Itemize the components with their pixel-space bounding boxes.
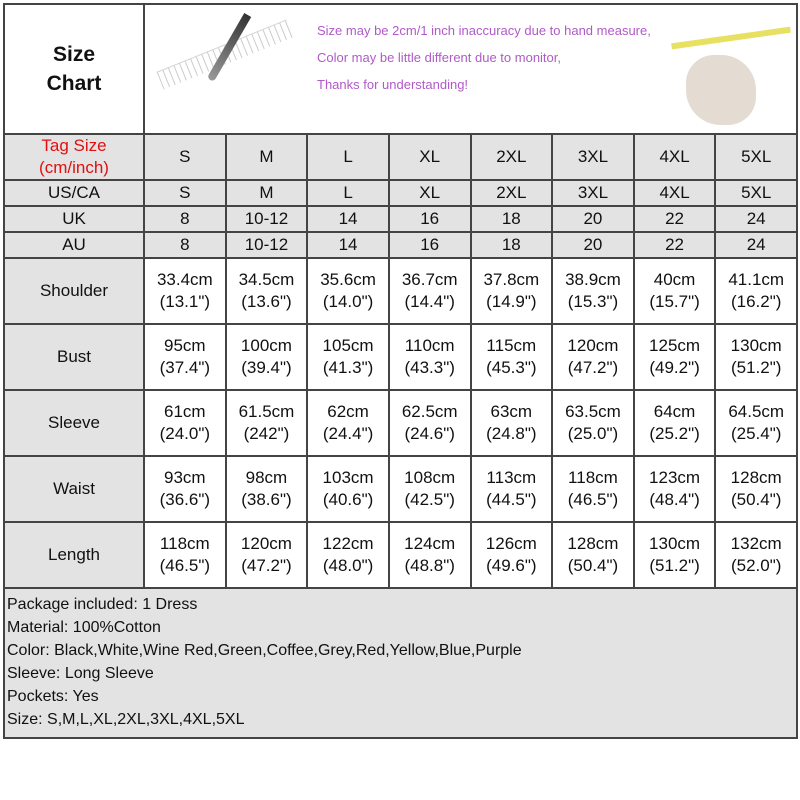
cm-value: 41.1cm xyxy=(728,270,785,289)
size-cell: 22 xyxy=(634,206,716,232)
measurement-cell xyxy=(389,390,471,456)
inch-value: (24.4") xyxy=(322,424,374,443)
size-cell: 4XL xyxy=(634,180,716,206)
cm-value: 37.8cm xyxy=(483,270,540,289)
cm-value: 63.5cm xyxy=(565,402,621,421)
inch-value: (15.7") xyxy=(649,292,700,311)
cm-value: 63cm xyxy=(490,402,533,421)
measurement-cell xyxy=(389,456,471,522)
measurement-cell xyxy=(471,456,553,522)
inch-value: (24.6") xyxy=(404,424,455,443)
cm-value: 110cm xyxy=(404,336,455,355)
cm-value: 98cm xyxy=(245,468,288,487)
detail-line: Material: 100%Cotton xyxy=(7,619,161,636)
size-row xyxy=(4,232,797,258)
measurement-label: Length xyxy=(4,522,144,588)
cm-value: 40cm xyxy=(653,270,696,289)
inch-value: (13.6") xyxy=(241,292,292,311)
tag-size-cell: M xyxy=(226,134,308,180)
banner-row xyxy=(4,4,797,134)
inch-value: (44.5") xyxy=(486,490,537,509)
measurement-row xyxy=(4,390,797,456)
measurement-cell xyxy=(634,324,716,390)
detail-line: Sleeve: Long Sleeve xyxy=(7,665,154,682)
inch-value: (14.4") xyxy=(404,292,455,311)
cm-value: 35.6cm xyxy=(320,270,376,289)
row-label: AU xyxy=(4,232,144,258)
measurement-cell xyxy=(226,258,308,324)
cm-value: 108cm xyxy=(404,468,456,487)
size-cell: 5XL xyxy=(715,180,797,206)
size-chart-table xyxy=(3,3,798,739)
detail-line: Color: Black,White,Wine Red,Green,Coffee,Grey,Red,Yellow,Blue,Purple xyxy=(7,642,522,659)
tag-size-cell: 2XL xyxy=(471,134,553,180)
measurement-row xyxy=(4,258,797,324)
size-cell: 22 xyxy=(634,232,716,258)
inch-value: (14.9") xyxy=(486,292,537,311)
size-cell: XL xyxy=(389,180,471,206)
cm-value: 132cm xyxy=(730,534,782,553)
measurement-label: Sleeve xyxy=(4,390,144,456)
cm-value: 36.7cm xyxy=(401,270,458,289)
measurement-cell xyxy=(307,522,389,588)
label-line: (cm/inch) xyxy=(39,158,109,177)
size-cell: 10-12 xyxy=(226,206,308,232)
inch-value: (37.4") xyxy=(159,358,211,377)
row-label: US/CA xyxy=(4,180,144,206)
measurement-cell xyxy=(634,522,716,588)
size-cell: 18 xyxy=(471,206,553,232)
cm-value: 118cm xyxy=(568,468,618,487)
tag-size-cell: 3XL xyxy=(552,134,634,180)
cm-value: 95cm xyxy=(164,336,206,355)
product-details xyxy=(4,588,797,738)
size-cell: 8 xyxy=(144,232,226,258)
cm-value: 120cm xyxy=(240,534,292,553)
measurement-cell xyxy=(144,456,226,522)
banner xyxy=(144,4,797,134)
inch-value: (50.4") xyxy=(730,490,782,509)
measurement-cell xyxy=(471,324,553,390)
inch-value: (15.3") xyxy=(567,292,619,311)
measurement-cell xyxy=(552,258,634,324)
note: Color may be little different due to monitor, xyxy=(317,50,561,65)
inch-value: (46.5") xyxy=(567,490,619,509)
inch-value: (25.0") xyxy=(567,424,619,443)
size-cell: 16 xyxy=(389,232,471,258)
measurement-cell xyxy=(144,522,226,588)
inch-value: (39.4") xyxy=(241,358,292,377)
title-line: Size xyxy=(52,43,96,66)
measurement-cell xyxy=(471,522,553,588)
measurement-cell xyxy=(226,324,308,390)
cm-value: 113cm xyxy=(486,468,537,487)
measurement-cell xyxy=(715,258,797,324)
inch-value: (40.6") xyxy=(322,490,374,509)
inch-value: (52.0") xyxy=(730,556,782,575)
cm-value: 93cm xyxy=(164,468,206,487)
measurement-cell xyxy=(471,390,553,456)
cm-value: 64cm xyxy=(653,402,696,421)
inch-value: (51.2") xyxy=(649,556,700,575)
measurement-row xyxy=(4,522,797,588)
size-cell: 20 xyxy=(552,206,634,232)
cm-value: 33.4cm xyxy=(156,270,213,289)
size-cell: 20 xyxy=(552,232,634,258)
cm-value: 128cm xyxy=(567,534,619,553)
cm-value: 128cm xyxy=(730,468,782,487)
tag-size-cell: S xyxy=(144,134,226,180)
measurement-cell xyxy=(715,390,797,456)
hand-icon xyxy=(686,55,756,125)
size-cell: L xyxy=(307,180,389,206)
measurement-cell xyxy=(552,324,634,390)
inch-value: (47.2") xyxy=(567,358,619,377)
measurement-cell xyxy=(226,522,308,588)
tag-size-row xyxy=(4,134,797,180)
measurement-cell xyxy=(471,258,553,324)
cm-value: 34.5cm xyxy=(238,270,295,289)
measurement-cell xyxy=(389,258,471,324)
inch-value: (13.1") xyxy=(159,292,211,311)
inch-value: (48.0") xyxy=(322,556,374,575)
details-row xyxy=(4,588,797,738)
detail-line: Pockets: Yes xyxy=(7,688,99,705)
inch-value: (25.4") xyxy=(730,424,782,443)
measurement-cell xyxy=(226,456,308,522)
measurement-cell xyxy=(307,324,389,390)
inch-value: (41.3") xyxy=(322,358,374,377)
inch-value: (47.2") xyxy=(241,556,292,575)
size-chart-title xyxy=(4,4,144,134)
measurement-cell xyxy=(552,456,634,522)
size-cell: 3XL xyxy=(552,180,634,206)
cm-value: 62cm xyxy=(327,402,369,421)
size-cell: 24 xyxy=(715,206,797,232)
title-line: Chart xyxy=(46,72,102,95)
measuring-tape-icon xyxy=(671,27,791,50)
label-line: Tag Size xyxy=(41,136,107,155)
detail-line: Size: S,M,L,XL,2XL,3XL,4XL,5XL xyxy=(7,711,245,728)
inch-value: (25.2") xyxy=(649,424,700,443)
size-cell: M xyxy=(226,180,308,206)
cm-value: 118cm xyxy=(159,534,210,553)
size-cell: 10-12 xyxy=(226,232,308,258)
tag-size-cell: 5XL xyxy=(715,134,797,180)
measurement-cell xyxy=(307,456,389,522)
inch-value: (38.6") xyxy=(241,490,292,509)
inch-value: (24.0") xyxy=(159,424,211,443)
measurement-cell xyxy=(307,390,389,456)
cm-value: 120cm xyxy=(567,336,619,355)
inch-value: (45.3") xyxy=(486,358,537,377)
inch-value: (51.2") xyxy=(730,358,782,377)
inch-value: (42.5") xyxy=(404,490,455,509)
measurement-cell xyxy=(144,324,226,390)
measurement-cell xyxy=(634,390,716,456)
inch-value: (43.3") xyxy=(404,358,455,377)
tag-size-cell: 4XL xyxy=(634,134,716,180)
measurement-cell xyxy=(389,522,471,588)
cm-value: 124cm xyxy=(404,534,456,553)
size-cell: 2XL xyxy=(471,180,553,206)
measurement-cell xyxy=(634,456,716,522)
size-cell: 24 xyxy=(715,232,797,258)
measurement-cell xyxy=(144,390,226,456)
measurement-cell xyxy=(552,390,634,456)
tag-size-label xyxy=(4,134,144,180)
cm-value: 105cm xyxy=(322,336,374,355)
cm-value: 103cm xyxy=(322,468,374,487)
inch-value: (242") xyxy=(243,424,290,443)
measurement-row xyxy=(4,456,797,522)
row-label: UK xyxy=(4,206,144,232)
cm-value: 130cm xyxy=(730,336,782,355)
size-cell: 14 xyxy=(307,206,389,232)
inch-value: (16.2") xyxy=(730,292,782,311)
measurement-cell xyxy=(715,324,797,390)
tag-size-cell: L xyxy=(307,134,389,180)
measurement-cell xyxy=(307,258,389,324)
note: Size may be 2cm/1 inch inaccuracy due to hand measure, xyxy=(317,23,651,38)
cm-value: 130cm xyxy=(649,534,701,553)
size-cell: 14 xyxy=(307,232,389,258)
inch-value: (46.5") xyxy=(159,556,211,575)
size-cell: 8 xyxy=(144,206,226,232)
size-row xyxy=(4,180,797,206)
size-cell: 18 xyxy=(471,232,553,258)
inch-value: (48.4") xyxy=(649,490,700,509)
inch-value: (48.8") xyxy=(404,556,455,575)
cm-value: 61cm xyxy=(164,402,206,421)
note: Thanks for understanding! xyxy=(317,77,469,92)
inch-value: (50.4") xyxy=(567,556,619,575)
cm-value: 64.5cm xyxy=(728,402,785,421)
inch-value: (49.6") xyxy=(486,556,537,575)
size-cell: S xyxy=(144,180,226,206)
size-row xyxy=(4,206,797,232)
inch-value: (14.0") xyxy=(322,292,374,311)
inch-value: (24.8") xyxy=(486,424,537,443)
measurement-row xyxy=(4,324,797,390)
measurement-cell xyxy=(144,258,226,324)
detail-line: Package included: 1 Dress xyxy=(7,596,198,613)
inch-value: (49.2") xyxy=(649,358,700,377)
inch-value: (36.6") xyxy=(159,490,211,509)
measurement-cell xyxy=(389,324,471,390)
measurement-cell xyxy=(715,456,797,522)
cm-value: 62.5cm xyxy=(401,402,458,421)
tag-size-cell: XL xyxy=(389,134,471,180)
cm-value: 125cm xyxy=(649,336,701,355)
measurement-cell xyxy=(715,522,797,588)
measurement-cell xyxy=(226,390,308,456)
cm-value: 126cm xyxy=(485,534,537,553)
measurement-label: Shoulder xyxy=(4,258,144,324)
cm-value: 100cm xyxy=(240,336,292,355)
measurement-label: Bust xyxy=(4,324,144,390)
cm-value: 38.9cm xyxy=(565,270,621,289)
cm-value: 115cm xyxy=(486,336,537,355)
measurement-cell xyxy=(634,258,716,324)
cm-value: 123cm xyxy=(649,468,701,487)
size-cell: 16 xyxy=(389,206,471,232)
cm-value: 122cm xyxy=(322,534,374,553)
cm-value: 61.5cm xyxy=(238,402,295,421)
measurement-label: Waist xyxy=(4,456,144,522)
measurement-cell xyxy=(552,522,634,588)
